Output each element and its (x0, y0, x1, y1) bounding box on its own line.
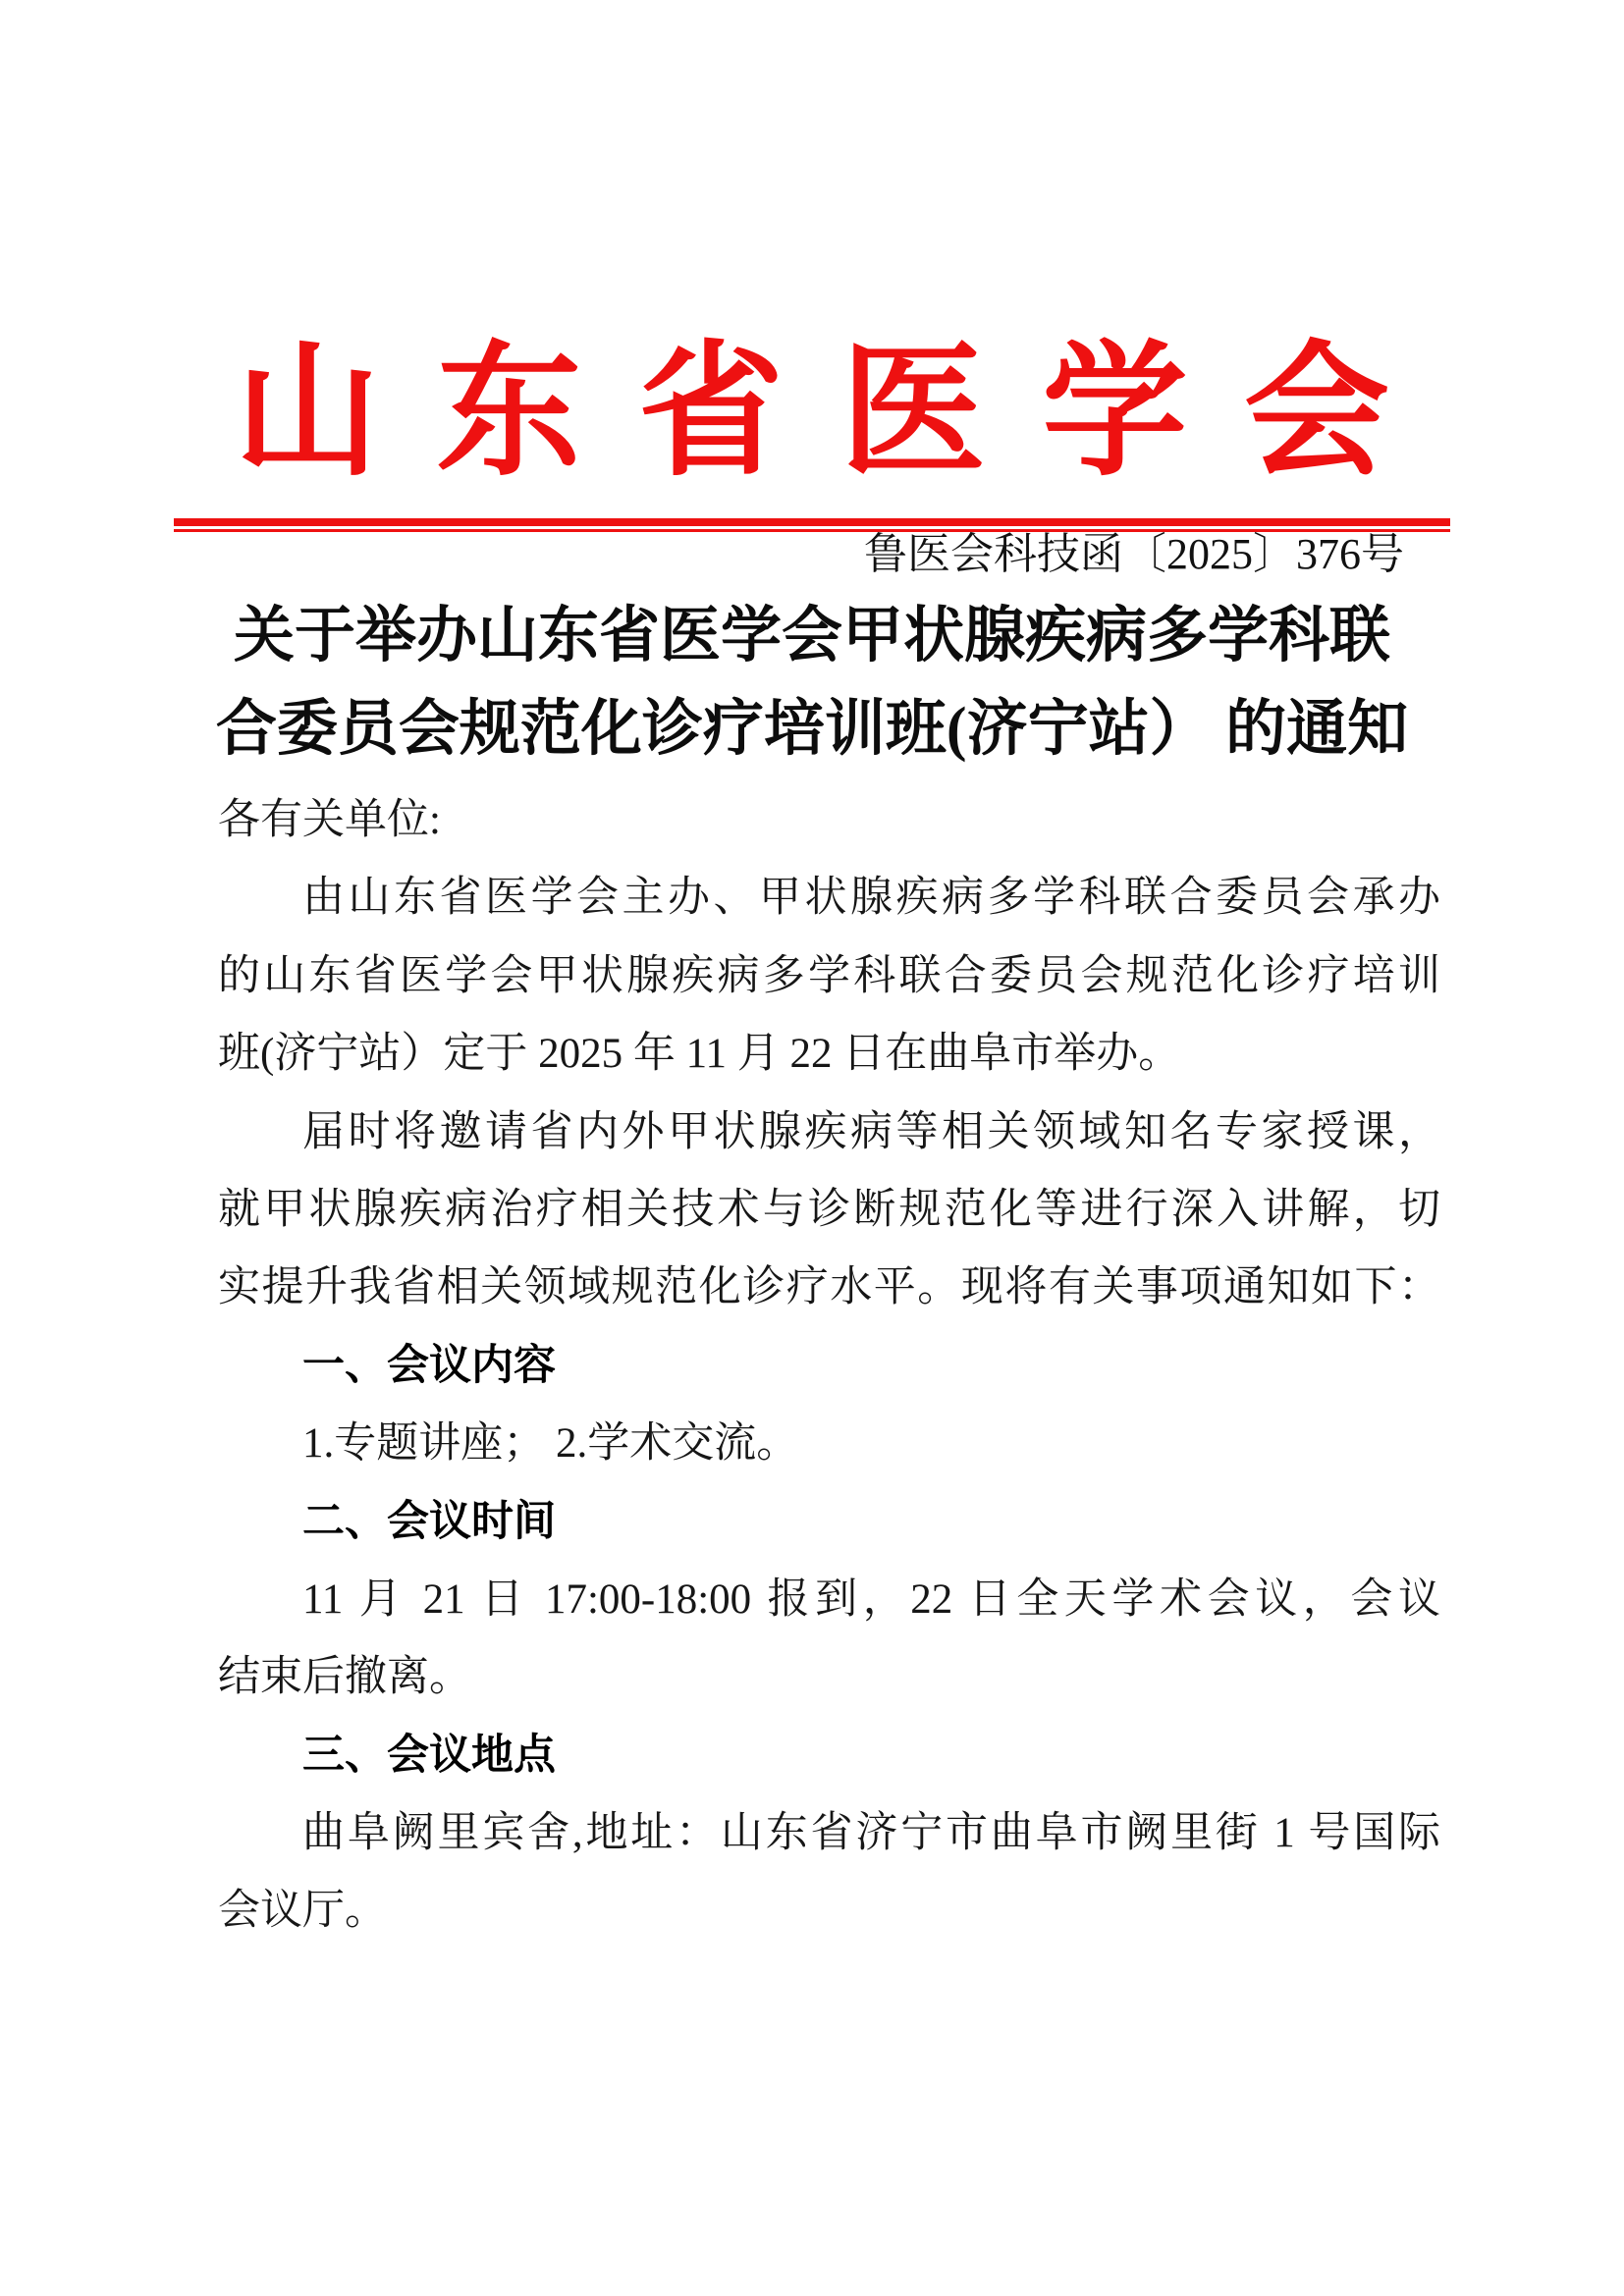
notice-title-line1: 关于举办山东省医学会甲状腺疾病多学科联 (233, 603, 1390, 669)
body-line: 就甲状腺疾病治疗相关技术与诊断规范化等进行深入讲解，切 (218, 1186, 1440, 1233)
body-line: 11 月 21 日 17:00-18:00 报到，22 日全天学术会议，会议 (302, 1575, 1440, 1623)
letterhead-character: 东 (436, 332, 582, 494)
body-line: 结束后撤离。 (218, 1654, 471, 1701)
section-heading-3: 三、会议地点 (302, 1731, 556, 1779)
body-line: 会议厅。 (218, 1888, 387, 1935)
letterhead-character: 学 (1042, 332, 1188, 494)
letterhead-title (235, 332, 1389, 494)
letterhead-character: 会 (1243, 332, 1389, 494)
body-line: 1.专题讲座； 2.学术交流。 (302, 1420, 799, 1468)
letterhead-rule-thick (174, 518, 1450, 526)
body-line: 实提升我省相关领域规范化诊疗水平。现将有关事项通知如下： (218, 1264, 1440, 1311)
document-number: 鲁医会科技函〔2025〕376号 (864, 530, 1404, 578)
section-heading-2: 二、会议时间 (302, 1497, 556, 1545)
body-line: 班(济宁站）定于 2025 年 11 月 22 日在曲阜市举办。 (218, 1031, 1181, 1078)
notice-title (0, 590, 1624, 776)
notice-body (218, 781, 1440, 1950)
notice-title-line2: 合委员会规范化诊疗培训班(济宁站） 的通知 (215, 696, 1409, 763)
letterhead-character: 省 (638, 332, 785, 494)
salutation: 各有关单位: (218, 797, 441, 843)
body-line: 届时将邀请省内外甲状腺疾病等相关领域知名专家授课， (302, 1108, 1440, 1155)
section-heading-1: 一、会议内容 (302, 1341, 556, 1389)
letterhead-character: 山 (235, 332, 380, 494)
letterhead-character: 医 (839, 332, 986, 494)
body-line: 的山东省医学会甲状腺疾病多学科联合委员会规范化诊疗培训 (218, 952, 1440, 999)
body-line: 曲阜阙里宾舍,地址：山东省济宁市曲阜市阙里街 1 号国际 (302, 1810, 1440, 1857)
body-line: 由山东省医学会主办、甲状腺疾病多学科联合委员会承办 (302, 875, 1440, 922)
